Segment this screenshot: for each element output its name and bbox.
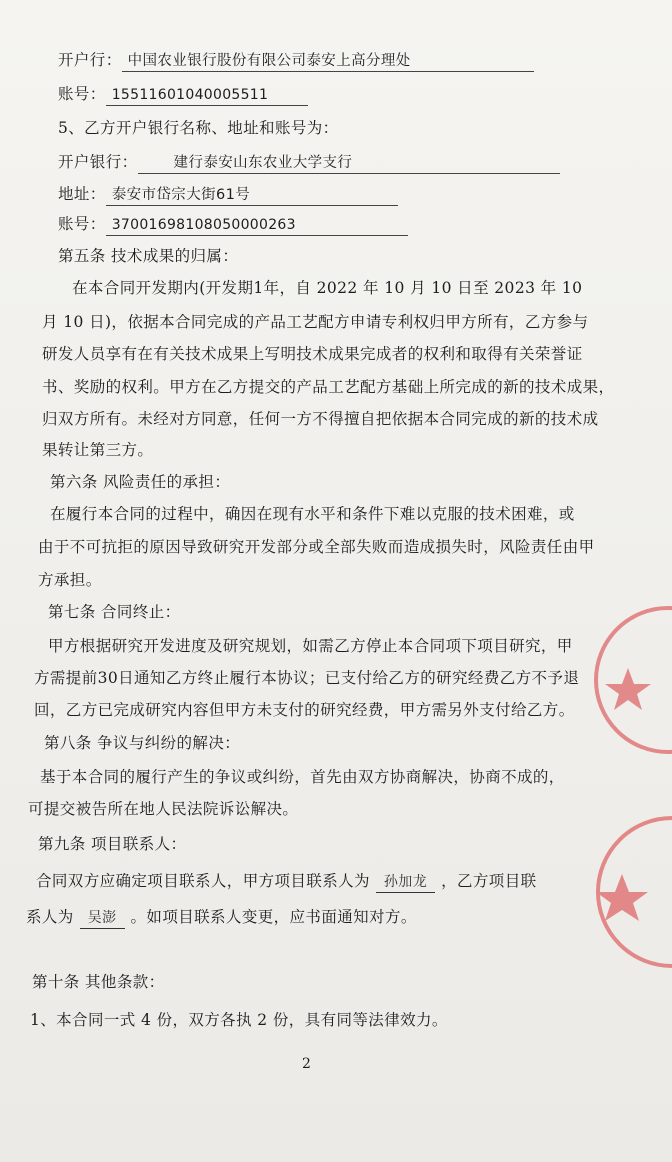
art5-line: 月 10 日)，依据本合同完成的产品工艺配方申请专利权归甲方所有，乙方参与 [42,313,589,331]
art9-line1-start: 合同双方应确定项目联系人，甲方项目联系人为 [36,872,370,890]
art6-line: 由于不可抗拒的原因导致研究开发部分或全部失败而造成损失时，风险责任由甲 [38,538,595,556]
art8-title: 第八条 争议与纠纷的解决： [44,734,241,752]
art5-line: 研发人员享有在有关技术成果上写明技术成果完成者的权利和取得有关荣誉证 [42,345,583,363]
art10-title: 第十条 其他条款： [32,973,165,991]
art5-title: 第五条 技术成果的归属： [58,247,239,265]
art9-line2-start: 系人为 [26,908,74,926]
art9-line1 [36,871,537,893]
bank-a-label: 开户行： [58,51,122,69]
page-number: 2 [302,1056,311,1072]
bank-b-value: 建行泰安山东农业大学支行 [138,153,560,174]
art6-line: 在履行本合同的过程中，确因在现有水平和条件下难以克服的技术困难，或 [50,505,575,523]
art9-line2-end: 。如项目联系人变更，应书面通知对方。 [130,908,417,926]
address-b-value: 泰安市岱宗大街61号 [106,185,398,206]
art7-title: 第七条 合同终止： [48,603,181,621]
art7-line: 方需提前30日通知乙方终止履行本协议；已支付给乙方的研究经费乙方不予退 [34,669,580,687]
party-a-contact: 孙加龙 [376,872,435,893]
account-a-value: 15511601040005511 [106,85,308,106]
art8-line: 基于本合同的履行产生的争议或纠纷，首先由双方协商解决，协商不成的， [40,768,565,786]
account-a-row [58,84,308,106]
art7-line: 甲方根据研究开发进度及研究规划，如需乙方停止本合同项下项目研究，甲 [48,637,573,655]
account-a-label: 账号： [58,85,106,103]
bank-b-label: 开户银行： [58,153,138,171]
account-b-row [58,214,408,236]
art5-line: 果转让第三方。 [42,441,154,459]
item5-text: 5、乙方开户银行名称、地址和账号为： [58,119,339,137]
art5-line: 归双方所有。未经对方同意，任何一方不得擅自把依据本合同完成的新的技术成 [42,410,599,428]
art9-line2 [26,907,417,929]
art9-title: 第九条 项目联系人： [38,835,187,853]
bank-a-row [58,50,534,72]
art5-line: 在本合同开发期内(开发期1年，自 2022 年 10 月 10 日至 2023 年 10 [72,279,583,297]
art7-line: 回，乙方已完成研究内容但甲方未支付的研究经费，甲方需另外支付给乙方。 [34,701,575,719]
art6-title: 第六条 风险责任的承担： [50,473,231,491]
art8-line: 可提交被告所在地人民法院诉讼解决。 [28,800,299,818]
seal-stamp-icon [588,600,672,760]
address-b-row [58,184,398,206]
bank-a-value: 中国农业银行股份有限公司泰安上高分理处 [122,51,534,72]
account-b-value: 37001698108050000263 [106,215,408,236]
art5-line: 书、奖励的权利。甲方在乙方提交的产品工艺配方基础上所完成的新的技术成果， [42,378,615,396]
art9-line1-end: ，乙方项目联 [441,872,537,890]
art10-line: 1、本合同一式 4 份，双方各执 2 份，具有同等法律效力。 [30,1011,448,1029]
party-b-contact: 吴澎 [80,908,125,929]
seal-stamp-icon [588,808,672,978]
bank-b-row [58,152,560,174]
art6-line: 方承担。 [38,571,102,589]
address-b-label: 地址： [58,185,106,203]
account-b-label: 账号： [58,215,106,233]
